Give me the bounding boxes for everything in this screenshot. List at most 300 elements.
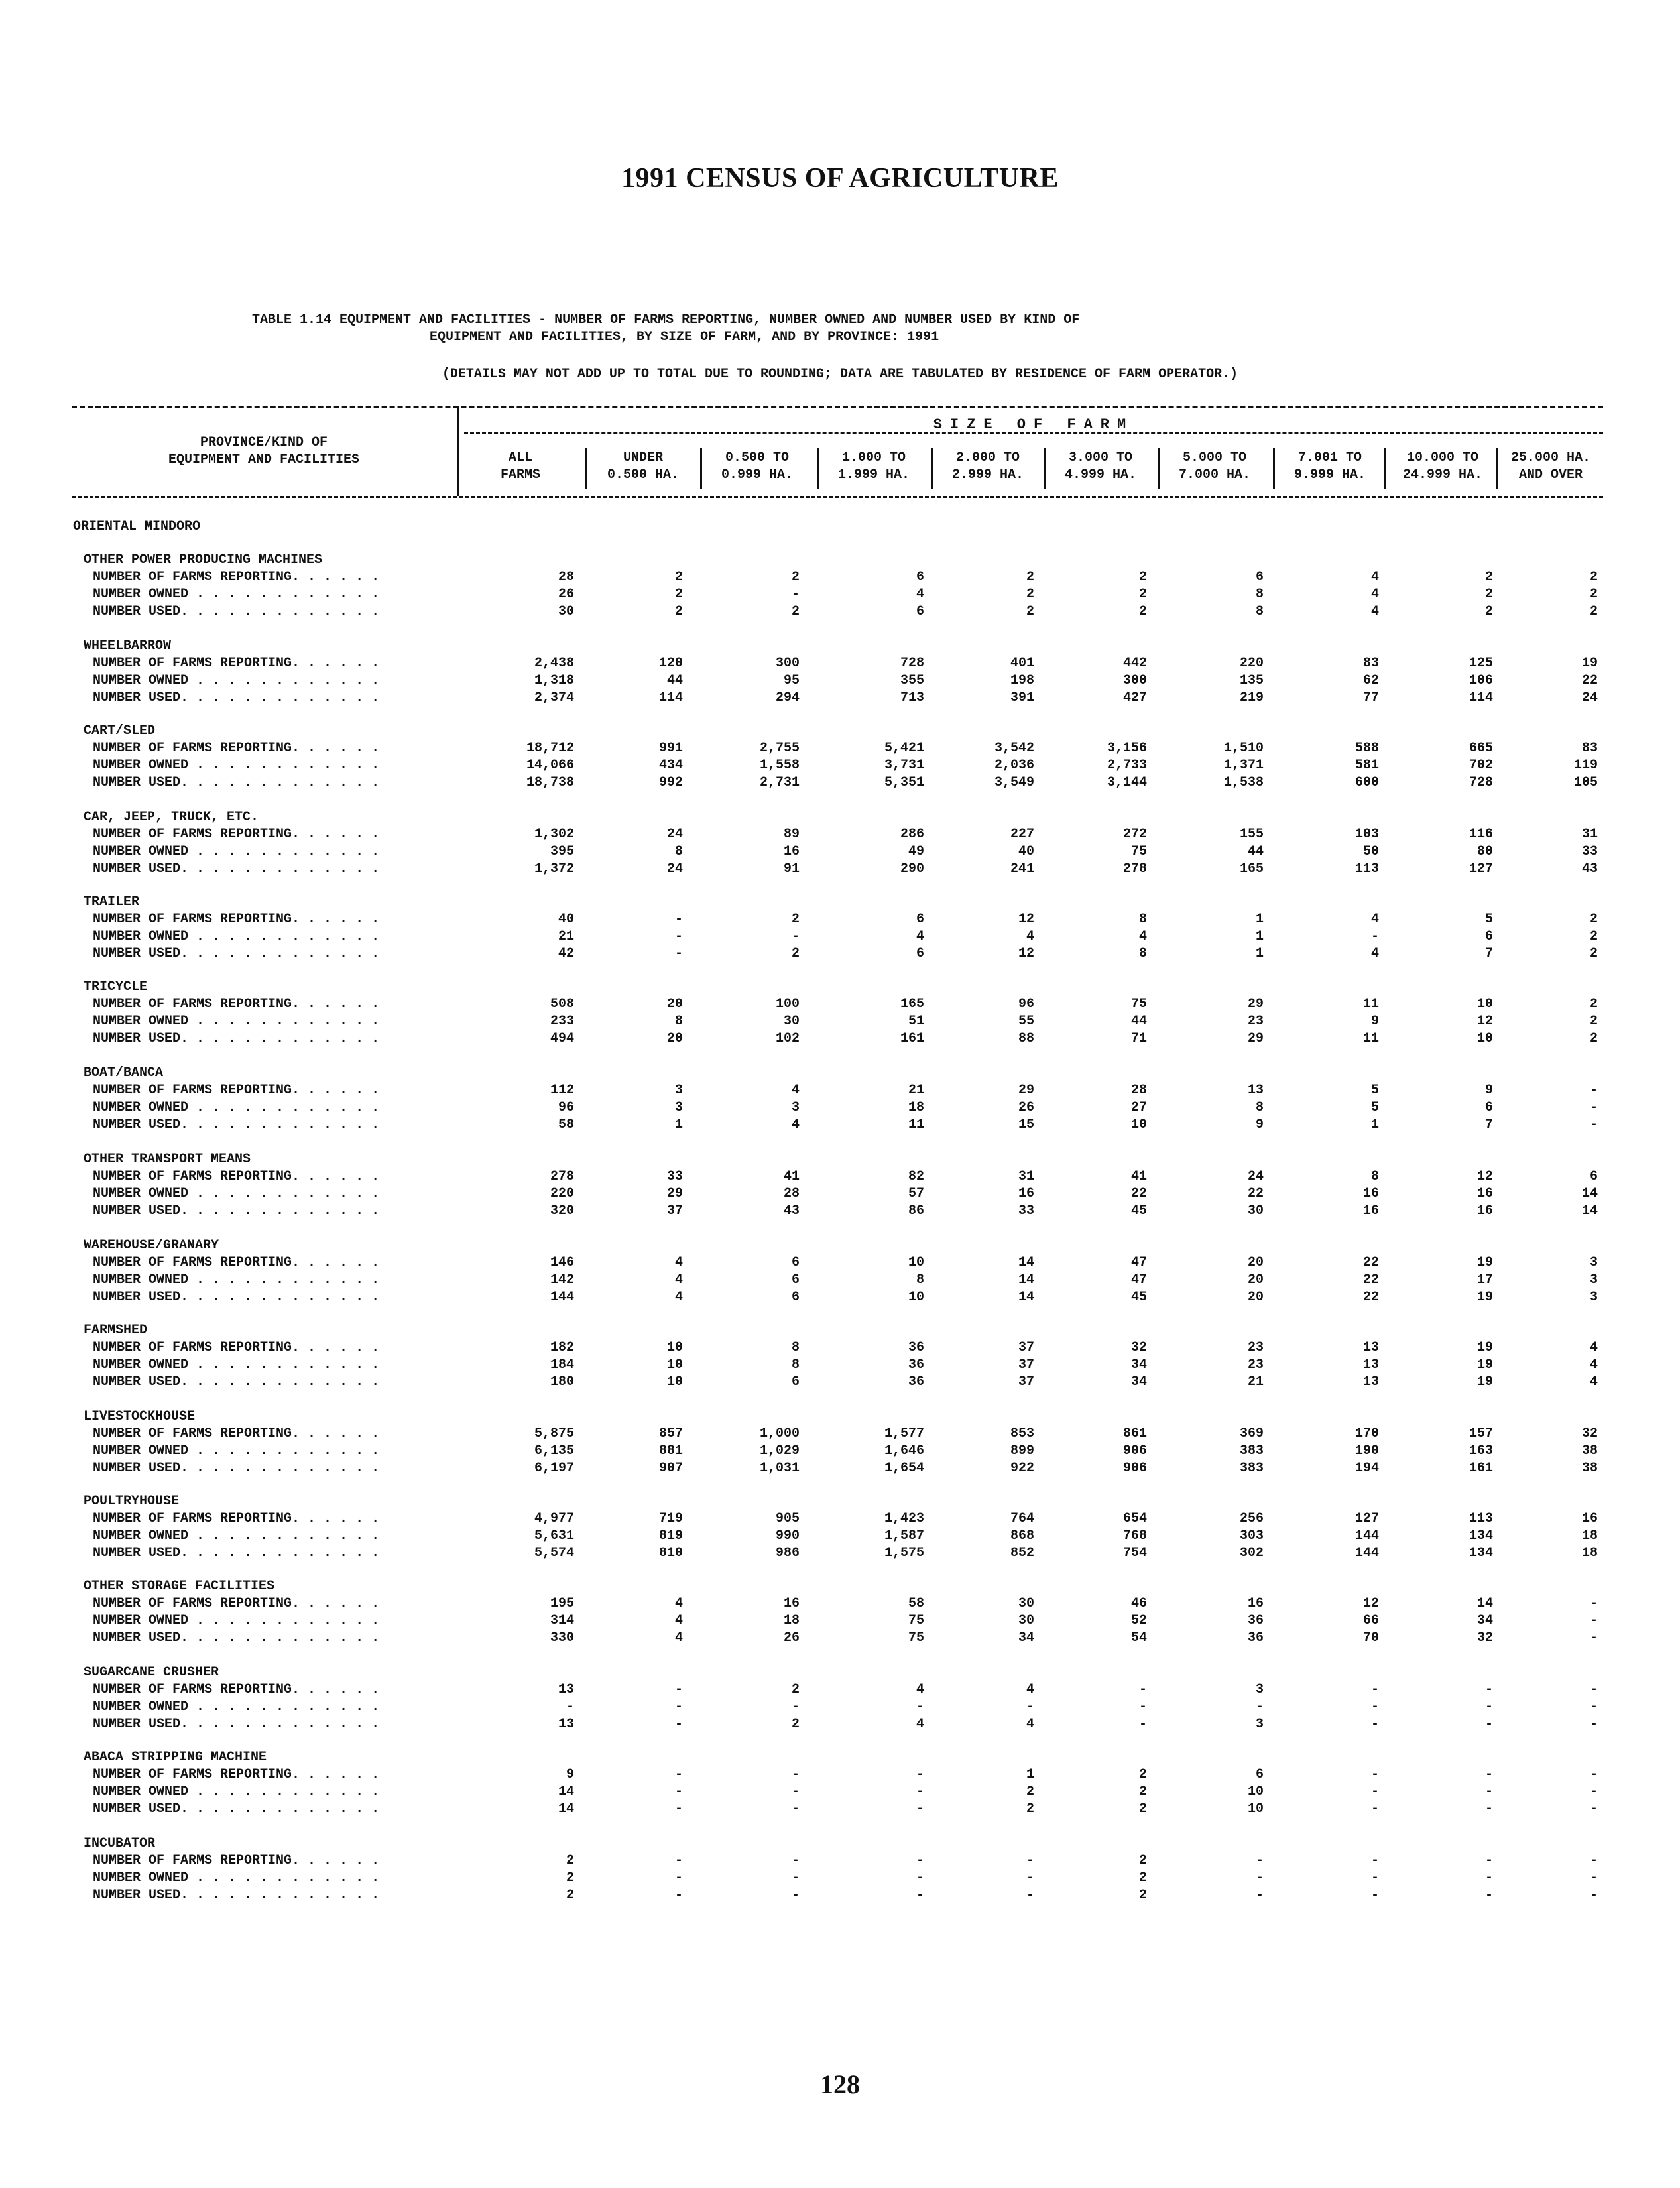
equipment-group-title: SUGARCANE CRUSHER <box>84 1665 219 1680</box>
table-cell: 19 <box>1476 1290 1493 1305</box>
table-cell: 1,000 <box>759 1426 800 1441</box>
table-cell: - <box>1484 1699 1493 1715</box>
equipment-group-title: CART/SLED <box>84 723 156 739</box>
row-label: NUMBER OF FARMS REPORTING. . . . . . <box>93 1596 380 1611</box>
table-cell: 120 <box>658 656 683 671</box>
row-label: NUMBER OF FARMS REPORTING. . . . . . <box>93 912 380 927</box>
table-cell: - <box>1370 1888 1379 1903</box>
table-cell: 665 <box>1469 741 1493 756</box>
table-row <box>84 1117 1608 1134</box>
table-cell: 1 <box>1255 929 1264 944</box>
column-divider <box>700 448 702 489</box>
table-cell: 4 <box>916 587 924 602</box>
table-cell: 2 <box>1138 1888 1147 1903</box>
table-cell: - <box>674 946 683 961</box>
table-row <box>84 826 1608 843</box>
table-cell: 114 <box>658 690 683 705</box>
column-divider <box>1158 448 1160 489</box>
table-cell: 1,538 <box>1223 775 1264 790</box>
table-row <box>84 1426 1608 1443</box>
table-cell: 37 <box>666 1203 683 1219</box>
table-cell: 165 <box>1239 861 1264 877</box>
table-cell: 71 <box>1130 1031 1147 1046</box>
table-cell: 19 <box>1476 1357 1493 1372</box>
table-cell: 32 <box>1476 1630 1493 1646</box>
table-cell: 227 <box>1010 827 1034 842</box>
table-cell: 401 <box>1010 656 1034 671</box>
table-row <box>84 1272 1608 1289</box>
table-cell: 369 <box>1239 1426 1264 1441</box>
table-cell: - <box>674 1801 683 1817</box>
row-label: NUMBER USED. . . . . . . . . . . . . <box>93 1461 380 1476</box>
table-cell: 2 <box>1138 604 1147 619</box>
table-caption-line-2: EQUIPMENT AND FACILITIES, BY SIZE OF FARM, AND BY PROVINCE: 1991 <box>430 330 939 345</box>
table-cell: 922 <box>1010 1461 1034 1476</box>
column-header-line-2: AND OVER <box>1518 467 1583 483</box>
table-cell: 12 <box>1018 946 1034 961</box>
table-cell: 22 <box>1362 1255 1379 1270</box>
table-cell: 3 <box>674 1083 683 1098</box>
table-row <box>84 603 1608 621</box>
table-caption <box>252 312 1512 346</box>
table-cell: - <box>674 1853 683 1868</box>
table-cell: 881 <box>658 1443 683 1459</box>
column-header <box>1277 450 1383 484</box>
column-header-line-1: 2.000 TO <box>955 450 1020 465</box>
table-cell: 852 <box>1010 1546 1034 1561</box>
table-row <box>84 1013 1608 1030</box>
column-header <box>704 450 810 484</box>
table-cell: 10 <box>666 1357 683 1372</box>
table-cell: 45 <box>1130 1203 1147 1219</box>
table-cell: - <box>916 1699 924 1715</box>
table-cell: 24 <box>666 861 683 877</box>
table-row <box>84 1254 1608 1272</box>
table-cell: 10 <box>1247 1801 1264 1817</box>
table-cell: 5,631 <box>534 1528 574 1544</box>
table-row <box>84 1443 1608 1460</box>
table-cell: 28 <box>1130 1083 1147 1098</box>
table-cell: - <box>1370 1784 1379 1799</box>
table-cell: 906 <box>1122 1443 1147 1459</box>
table-cell: 36 <box>908 1357 924 1372</box>
table-cell: 857 <box>658 1426 683 1441</box>
table-cell: - <box>674 912 683 927</box>
table-cell: 6 <box>1255 570 1264 585</box>
table-cell: 383 <box>1239 1443 1264 1459</box>
table-cell: - <box>1370 1801 1379 1817</box>
table-row <box>84 1460 1608 1477</box>
table-cell: 155 <box>1239 827 1264 842</box>
table-cell: 83 <box>1362 656 1379 671</box>
page-number: 128 <box>820 2069 860 2099</box>
table-cell: 11 <box>1362 1031 1379 1046</box>
table-row <box>84 586 1608 603</box>
table-cell: 10 <box>908 1255 924 1270</box>
table-cell: 2 <box>1026 1801 1034 1817</box>
table-cell: 4 <box>1370 912 1379 927</box>
table-row <box>84 861 1608 878</box>
equipment-group <box>84 1151 1608 1220</box>
table-cell: 4 <box>1589 1340 1598 1355</box>
table-cell: 33 <box>1581 844 1598 859</box>
table-cell: - <box>1589 1801 1598 1817</box>
column-divider <box>585 448 587 489</box>
row-label: NUMBER OWNED . . . . . . . . . . . . <box>93 1186 380 1201</box>
table-cell: 4 <box>1370 570 1379 585</box>
table-cell: 8 <box>674 844 683 859</box>
stub-header-line-2: EQUIPMENT AND FACILITIES <box>168 452 360 467</box>
table-cell: - <box>1026 1699 1034 1715</box>
table-cell: 2 <box>1026 1784 1034 1799</box>
equipment-group <box>84 638 1608 707</box>
table-cell: 44 <box>1247 844 1264 859</box>
table-cell: 30 <box>783 1014 800 1029</box>
table-cell: 18,738 <box>526 775 574 790</box>
table-cell: 6 <box>791 1272 800 1288</box>
table-cell: 3 <box>1589 1255 1598 1270</box>
table-cell: 4 <box>674 1255 683 1270</box>
table-cell: 77 <box>1362 690 1379 705</box>
table-cell: 89 <box>783 827 800 842</box>
row-label: NUMBER OF FARMS REPORTING. . . . . . <box>93 1767 380 1782</box>
table-cell: 6 <box>791 1255 800 1270</box>
row-label: NUMBER OWNED . . . . . . . . . . . . <box>93 1443 380 1459</box>
table-cell: 54 <box>1130 1630 1147 1646</box>
table-cell: - <box>1484 1801 1493 1817</box>
equipment-group <box>84 1065 1608 1134</box>
table-cell: 861 <box>1122 1426 1147 1441</box>
table-cell: 142 <box>550 1272 574 1288</box>
table-cell: - <box>674 1682 683 1697</box>
table-cell: 395 <box>550 844 574 859</box>
table-cell: 1,646 <box>884 1443 924 1459</box>
table-cell: 198 <box>1010 673 1034 688</box>
row-label: NUMBER OF FARMS REPORTING. . . . . . <box>93 1853 380 1868</box>
table-cell: 18 <box>908 1100 924 1115</box>
table-cell: 8 <box>1255 1100 1264 1115</box>
table-cell: 2,036 <box>994 758 1034 773</box>
column-header-line-2: 1.999 HA. <box>837 467 910 483</box>
table-cell: 14 <box>1018 1272 1034 1288</box>
table-cell: - <box>1026 1870 1034 1886</box>
table-cell: 182 <box>550 1340 574 1355</box>
row-label: NUMBER USED. . . . . . . . . . . . . <box>93 1717 380 1732</box>
table-cell: 134 <box>1469 1528 1493 1544</box>
table-row <box>84 1801 1608 1818</box>
row-label: NUMBER USED. . . . . . . . . . . . . <box>93 1888 380 1903</box>
table-cell: 10 <box>908 1290 924 1305</box>
table-row <box>84 945 1608 963</box>
table-cell: 4 <box>916 1682 924 1697</box>
table-cell: 30 <box>1247 1203 1264 1219</box>
table-cell: 20 <box>666 1031 683 1046</box>
table-cell: - <box>1255 1870 1264 1886</box>
table-cell: 47 <box>1130 1255 1147 1270</box>
column-header <box>821 450 927 484</box>
column-header <box>1048 450 1154 484</box>
table-cell: 754 <box>1122 1546 1147 1561</box>
table-cell: - <box>791 1767 800 1782</box>
table-cell: 2 <box>1138 1853 1147 1868</box>
table-cell: - <box>1370 1870 1379 1886</box>
table-row <box>84 740 1608 757</box>
table-cell: 16 <box>783 844 800 859</box>
table-cell: 2 <box>791 604 800 619</box>
table-cell: 75 <box>1130 844 1147 859</box>
table-cell: 300 <box>775 656 800 671</box>
table-cell: 41 <box>783 1169 800 1184</box>
table-cell: - <box>1589 1888 1598 1903</box>
column-header <box>1498 450 1603 484</box>
table-row <box>84 1681 1608 1699</box>
table-cell: - <box>1370 1767 1379 1782</box>
table-cell: 18 <box>783 1613 800 1628</box>
table-cell: - <box>1255 1853 1264 1868</box>
row-label: NUMBER OWNED . . . . . . . . . . . . <box>93 1699 380 1715</box>
table-cell: 14,066 <box>526 758 574 773</box>
table-cell: 294 <box>775 690 800 705</box>
column-header-line-2: 24.999 HA. <box>1402 467 1483 483</box>
row-label: NUMBER USED. . . . . . . . . . . . . <box>93 1290 380 1305</box>
table-cell: 4 <box>674 1290 683 1305</box>
table-cell: 34 <box>1130 1357 1147 1372</box>
table-cell: - <box>791 1870 800 1886</box>
table-cell: 44 <box>666 673 683 688</box>
table-cell: 161 <box>900 1031 924 1046</box>
table-cell: 18 <box>1581 1528 1598 1544</box>
column-header-line-1: UNDER <box>623 450 663 465</box>
row-label: NUMBER OWNED . . . . . . . . . . . . <box>93 1528 380 1544</box>
row-label: NUMBER OWNED . . . . . . . . . . . . <box>93 844 380 859</box>
table-cell: 8 <box>1370 1169 1379 1184</box>
table-cell: 22 <box>1581 673 1598 688</box>
table-cell: 7 <box>1484 1117 1493 1132</box>
column-header-line-1: 25.000 HA. <box>1510 450 1591 465</box>
table-cell: 4 <box>916 1717 924 1732</box>
table-cell: 4 <box>1589 1374 1598 1390</box>
table-cell: 6 <box>1255 1767 1264 1782</box>
table-cell: 5,574 <box>534 1546 574 1561</box>
row-label: NUMBER OWNED . . . . . . . . . . . . <box>93 758 380 773</box>
table-cell: 986 <box>775 1546 800 1561</box>
table-cell: - <box>1370 929 1379 944</box>
table-cell: 34 <box>1476 1613 1493 1628</box>
table-cell: 113 <box>1354 861 1379 877</box>
table-cell: 391 <box>1010 690 1034 705</box>
row-label: NUMBER OF FARMS REPORTING. . . . . . <box>93 1682 380 1697</box>
table-cell: - <box>1589 1767 1598 1782</box>
row-label: NUMBER OWNED . . . . . . . . . . . . <box>93 929 380 944</box>
table-cell: 22 <box>1247 1186 1264 1201</box>
table-cell: 3 <box>674 1100 683 1115</box>
table-cell: 22 <box>1130 1186 1147 1201</box>
column-header <box>935 450 1041 484</box>
table-cell: 13 <box>1362 1357 1379 1372</box>
table-row <box>84 1339 1608 1357</box>
province-name: ORIENTAL MINDORO <box>73 519 201 534</box>
table-cell: 1,654 <box>884 1461 924 1476</box>
table-cell: 8 <box>791 1357 800 1372</box>
table-cell: 10 <box>1476 1031 1493 1046</box>
table-cell: - <box>916 1767 924 1782</box>
column-header-line-1: 1.000 TO <box>841 450 906 465</box>
row-label: NUMBER OF FARMS REPORTING. . . . . . <box>93 656 380 671</box>
equipment-group <box>84 1835 1608 1904</box>
table-cell: - <box>791 1888 800 1903</box>
table-cell: 6 <box>1484 1100 1493 1115</box>
table-cell: 16 <box>1476 1203 1493 1219</box>
table-cell: 165 <box>900 997 924 1012</box>
table-cell: 906 <box>1122 1461 1147 1476</box>
table-cell: - <box>1589 1613 1598 1628</box>
table-cell: 83 <box>1581 741 1598 756</box>
table-cell: 14 <box>558 1784 574 1799</box>
table-cell: 2 <box>1026 587 1034 602</box>
row-label: NUMBER OWNED . . . . . . . . . . . . <box>93 1784 380 1799</box>
table-row <box>84 1203 1608 1220</box>
table-cell: 43 <box>783 1203 800 1219</box>
table-cell: 13 <box>558 1682 574 1697</box>
equipment-group-title: ABACA STRIPPING MACHINE <box>84 1750 267 1765</box>
table-cell: 127 <box>1354 1511 1379 1526</box>
equipment-group-title: WAREHOUSE/GRANARY <box>84 1238 219 1253</box>
table-cell: 44 <box>1130 1014 1147 1029</box>
table-cell: 1,372 <box>534 861 574 877</box>
table-cell: 16 <box>1247 1596 1264 1611</box>
column-header-line-1: ALL <box>508 450 532 465</box>
table-cell: 1,423 <box>884 1511 924 1526</box>
table-cell: - <box>1484 1870 1493 1886</box>
table-cell: 30 <box>1018 1596 1034 1611</box>
row-label: NUMBER USED. . . . . . . . . . . . . <box>93 1546 380 1561</box>
table-cell: 300 <box>1122 673 1147 688</box>
table-cell: 330 <box>550 1630 574 1646</box>
table-cell: 34 <box>1018 1630 1034 1646</box>
table-cell: 31 <box>1018 1169 1034 1184</box>
table-cell: 91 <box>783 861 800 877</box>
table-cell: 100 <box>775 997 800 1012</box>
table-cell: 12 <box>1018 912 1034 927</box>
table-cell: 2 <box>1484 587 1493 602</box>
table-cell: 10 <box>1476 997 1493 1012</box>
row-label: NUMBER OWNED . . . . . . . . . . . . <box>93 673 380 688</box>
row-label: NUMBER USED. . . . . . . . . . . . . <box>93 861 380 877</box>
row-label: NUMBER OWNED . . . . . . . . . . . . <box>93 1100 380 1115</box>
table-cell: - <box>1589 1784 1598 1799</box>
table-cell: 157 <box>1469 1426 1493 1441</box>
table-cell: 29 <box>1247 1031 1264 1046</box>
equipment-group-title: INCUBATOR <box>84 1836 156 1851</box>
column-header-line-1: 0.500 TO <box>725 450 789 465</box>
table-cell: 31 <box>1581 827 1598 842</box>
table-row <box>84 690 1608 707</box>
table-cell: 1,587 <box>884 1528 924 1544</box>
table-row <box>84 1168 1608 1185</box>
table-cell: 37 <box>1018 1374 1034 1390</box>
row-label: NUMBER OF FARMS REPORTING. . . . . . <box>93 827 380 842</box>
table-row <box>84 672 1608 690</box>
table-cell: - <box>916 1784 924 1799</box>
row-label: NUMBER OWNED . . . . . . . . . . . . <box>93 1613 380 1628</box>
table-cell: - <box>1589 1083 1598 1098</box>
table-row <box>84 655 1608 672</box>
table-cell: 4 <box>1138 929 1147 944</box>
table-cell: - <box>1484 1888 1493 1903</box>
table-cell: 58 <box>908 1596 924 1611</box>
table-cell: 6 <box>1484 929 1493 944</box>
table-cell: 5,421 <box>884 741 924 756</box>
table-cell: - <box>1370 1853 1379 1868</box>
table-cell: - <box>1138 1682 1147 1697</box>
table-cell: 719 <box>658 1511 683 1526</box>
table-cell: - <box>1484 1767 1493 1782</box>
table-cell: - <box>1589 1853 1598 1868</box>
table-cell: 11 <box>908 1117 924 1132</box>
table-cell: 27 <box>1130 1100 1147 1115</box>
table-cell: 2,733 <box>1107 758 1147 773</box>
equipment-group-title: POULTRYHOUSE <box>84 1494 180 1509</box>
table-cell: 1 <box>674 1117 683 1132</box>
column-divider <box>817 448 819 489</box>
table-cell: 26 <box>1018 1100 1034 1115</box>
table-cell: 320 <box>550 1203 574 1219</box>
table-cell: 2 <box>1589 587 1598 602</box>
table-cell: - <box>1589 1870 1598 1886</box>
table-cell: 24 <box>666 827 683 842</box>
table-cell: 16 <box>1476 1186 1493 1201</box>
table-cell: 2,438 <box>534 656 574 671</box>
table-cell: 23 <box>1247 1014 1264 1029</box>
table-cell: - <box>1370 1682 1379 1697</box>
table-cell: - <box>674 1784 683 1799</box>
table-cell: 36 <box>1247 1613 1264 1628</box>
row-label: NUMBER USED. . . . . . . . . . . . . <box>93 604 380 619</box>
table-cell: 2,731 <box>759 775 800 790</box>
table-cell: 29 <box>1247 997 1264 1012</box>
table-cell: 868 <box>1010 1528 1034 1544</box>
table-cell: 2 <box>566 1870 574 1886</box>
column-header-line-1: 10.000 TO <box>1406 450 1479 465</box>
table-cell: 30 <box>558 604 574 619</box>
table-row <box>84 1185 1608 1203</box>
table-cell: 127 <box>1469 861 1493 877</box>
table-cell: 3 <box>791 1100 800 1115</box>
table-cell: 233 <box>550 1014 574 1029</box>
equipment-group-title: OTHER POWER PRODUCING MACHINES <box>84 552 323 568</box>
table-cell: 184 <box>550 1357 574 1372</box>
table-cell: 2 <box>1589 1031 1598 1046</box>
table-cell: 36 <box>908 1340 924 1355</box>
table-cell: 302 <box>1239 1546 1264 1561</box>
column-divider <box>1384 448 1386 489</box>
table-cell: 819 <box>658 1528 683 1544</box>
table-cell: 2 <box>1138 570 1147 585</box>
row-label: NUMBER USED. . . . . . . . . . . . . <box>93 1630 380 1646</box>
table-cell: 26 <box>558 587 574 602</box>
table-cell: - <box>1255 1699 1264 1715</box>
equipment-group-title: TRICYCLE <box>84 979 148 995</box>
stub-header-line-1: PROVINCE/KIND OF <box>200 435 328 450</box>
table-cell: - <box>1484 1784 1493 1799</box>
table-cell: 34 <box>1130 1374 1147 1390</box>
size-of-farm-spanner: SIZE OF FARM <box>933 416 1134 433</box>
table-cell: - <box>916 1870 924 1886</box>
table-cell: 5 <box>1370 1100 1379 1115</box>
table-cell: 4 <box>1026 1682 1034 1697</box>
table-cell: - <box>1589 1630 1598 1646</box>
table-cell: 38 <box>1581 1443 1598 1459</box>
